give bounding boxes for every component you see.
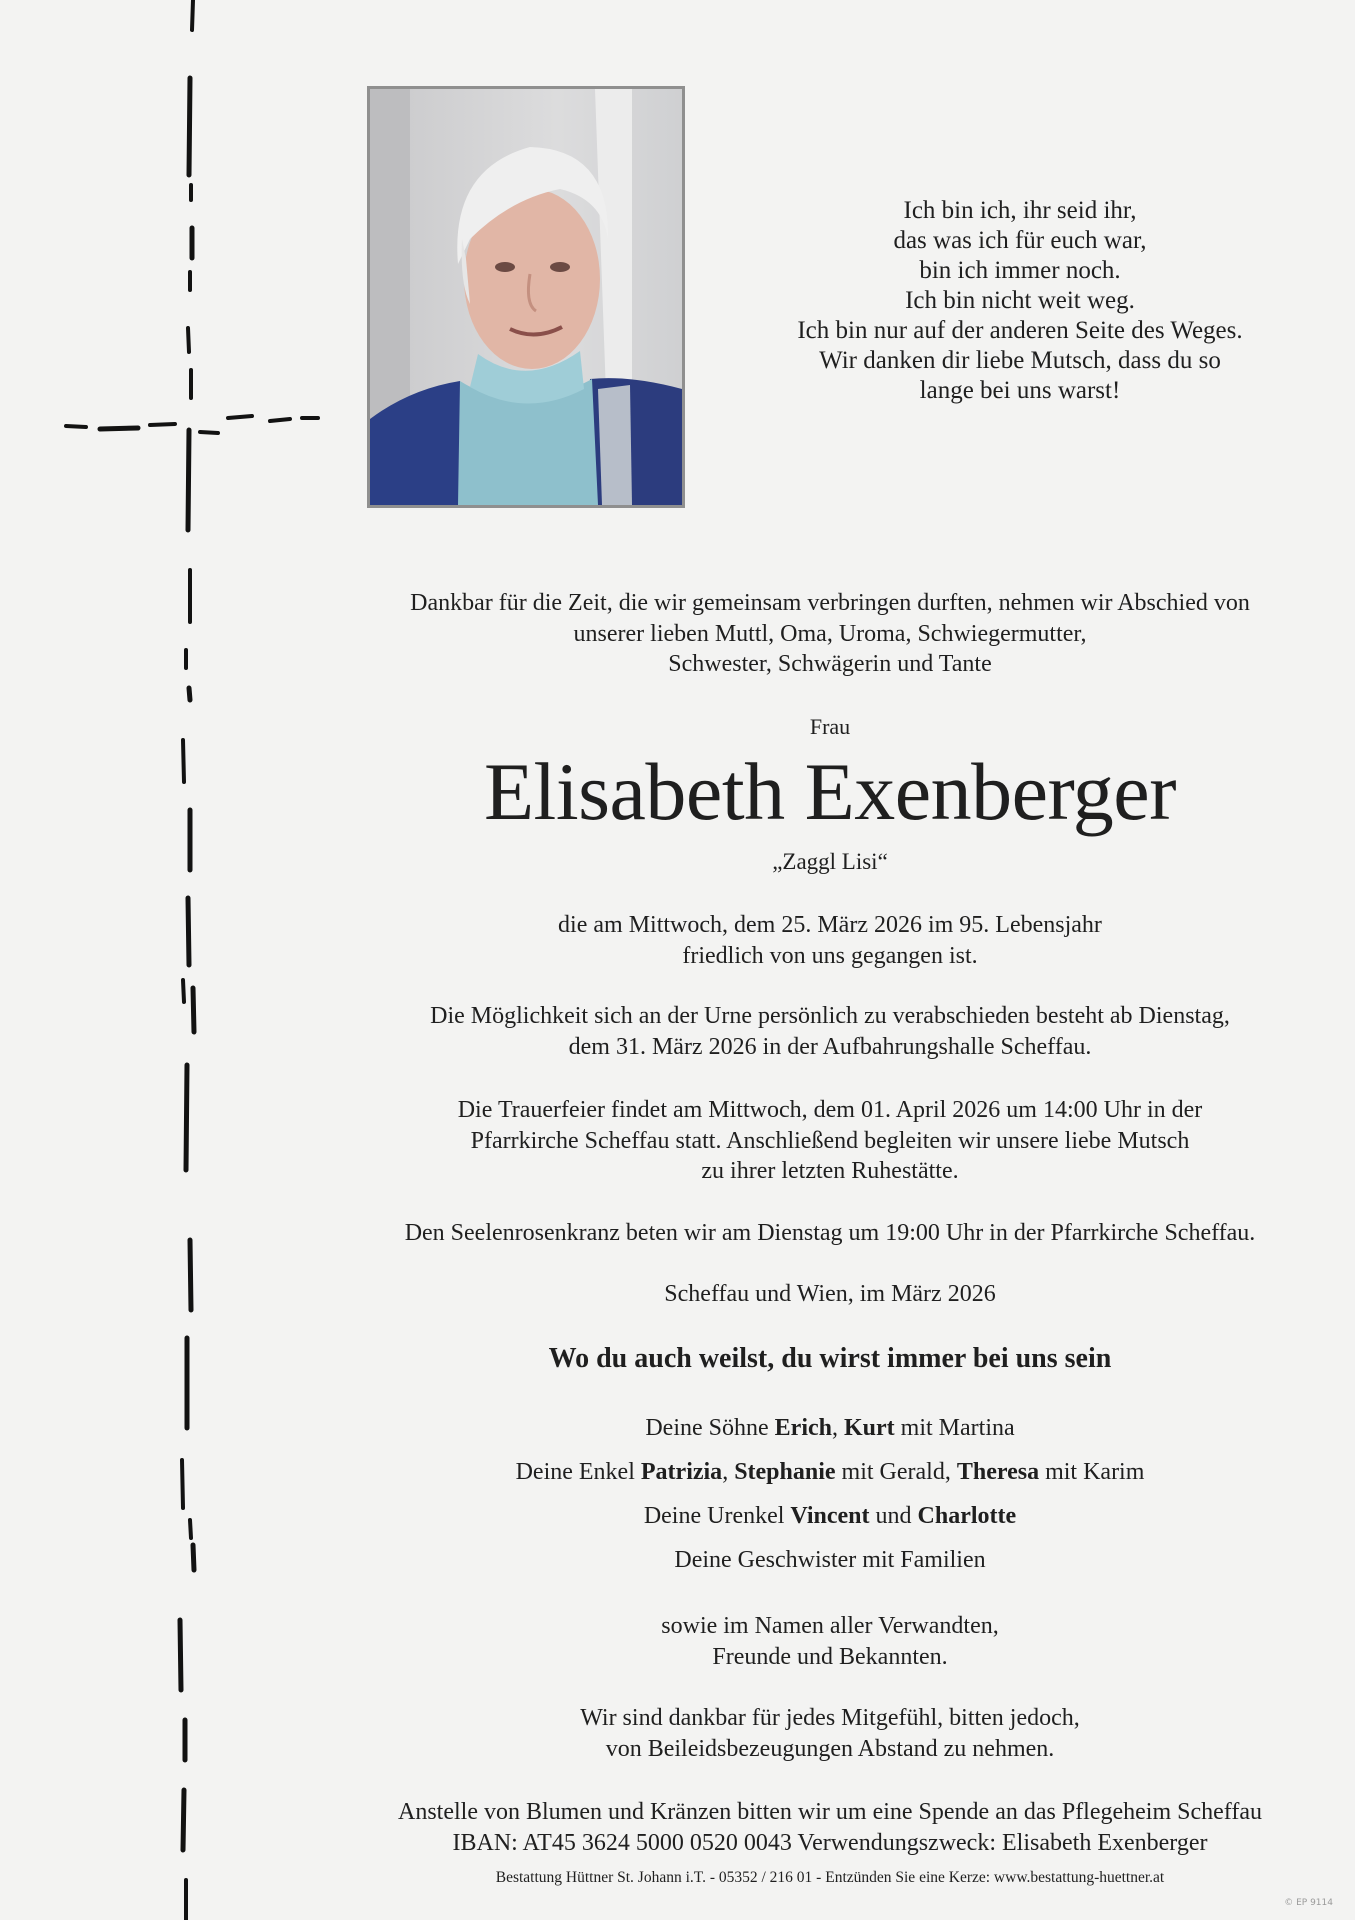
nickname: „Zaggl Lisi“ (772, 849, 888, 874)
family-name: Kurt (843, 1415, 895, 1441)
poem-line: Ich bin ich, ihr seid ihr, (903, 197, 1137, 224)
family-text: , (722, 1459, 735, 1485)
death-notice (330, 910, 1330, 971)
death-line: friedlich von uns gegangen ist. (682, 942, 978, 969)
intro-text (330, 588, 1330, 680)
poem-line: Ich bin nicht weit weg. (905, 287, 1135, 314)
condolence-line: von Beileidsbezeugungen Abstand zu nehmen. (605, 1735, 1055, 1762)
funeral-line: zu ihrer letzten Ruhestätte. (701, 1158, 959, 1184)
funeral-info (330, 1095, 1330, 1187)
family-name: Vincent (790, 1503, 870, 1529)
family-text: und (869, 1503, 918, 1529)
condolence-line: Wir sind dankbar für jedes Mitgefühl, bitten jedoch, (580, 1705, 1080, 1731)
donation-text (330, 1797, 1330, 1858)
viewing-line: Die Möglichkeit sich an der Urne persönlich zu verabschieden besteht ab Dienstag, (430, 1003, 1230, 1029)
poem-line: das was ich für euch war, (893, 227, 1147, 254)
rosary-info: Den Seelenrosenkranz beten wir am Dienstag um 19:00 Uhr in der Pfarrkirche Scheffau. (404, 1220, 1256, 1246)
donation-line: IBAN: AT45 3624 5000 0520 0043 Verwendungszweck: Elisabeth Exenberger (452, 1829, 1208, 1856)
motto: Wo du auch weilst, du wirst immer bei uns sein (548, 1343, 1112, 1374)
relatives-line: Freunde und Bekannten. (712, 1643, 948, 1670)
family-name: Erich (774, 1415, 832, 1441)
family-text: , (831, 1415, 844, 1441)
poem-line: Ich bin nur auf der anderen Seite des Weges. (797, 317, 1243, 344)
family-siblings: Deine Geschwister mit Familien (674, 1547, 986, 1573)
family-name: Theresa (956, 1459, 1040, 1485)
family-text: mit Martina (894, 1415, 1015, 1441)
relatives-line: sowie im Namen aller Verwandten, (661, 1613, 999, 1639)
family-grandchildren (330, 1459, 1330, 1486)
intro-line: Schwester, Schwägerin und Tante (668, 651, 992, 677)
viewing-line: dem 31. März 2026 in der Aufbahrungshalle Scheffau. (568, 1033, 1092, 1060)
funeral-line: Pfarrkirche Scheffau statt. Anschließend begleiten wir unsere liebe Mutsch (470, 1127, 1190, 1154)
poem (700, 196, 1340, 406)
condolence-text (330, 1703, 1330, 1764)
deceased-name: Elisabeth Exenberger (483, 746, 1177, 837)
family-name: Stephanie (734, 1459, 836, 1485)
family-text: mit Gerald, (835, 1459, 957, 1485)
viewing-info (330, 1001, 1330, 1062)
poem-line: Wir danken dir liebe Mutsch, dass du so (819, 347, 1221, 374)
family-great-grandchildren (330, 1503, 1330, 1530)
poem-line: lange bei uns warst! (919, 377, 1121, 404)
donation-line: Anstelle von Blumen und Kränzen bitten wir um eine Spende an das Pflegeheim Scheffau (398, 1799, 1262, 1825)
cross-icon (0, 0, 340, 1920)
family-text: Deine Urenkel (643, 1503, 791, 1529)
portrait-photo (367, 86, 685, 508)
relatives-text (330, 1611, 1330, 1672)
family-text: Deine Söhne (645, 1415, 775, 1441)
family-text: mit Karim (1039, 1459, 1145, 1485)
family-text: Deine Enkel (515, 1459, 641, 1485)
document-code: © EP 9114 (1284, 1898, 1333, 1908)
death-line: die am Mittwoch, dem 25. März 2026 im 95. Lebensjahr (558, 912, 1102, 938)
intro-line: Dankbar für die Zeit, die wir gemeinsam verbringen durften, nehmen wir Abschied von (410, 590, 1250, 616)
family-name: Patrizia (640, 1459, 723, 1485)
undertaker-footer: Bestattung Hüttner St. Johann i.T. - 05352 / 216 01 - Entzünden Sie eine Kerze: www.bestattung-huettner.at (495, 1869, 1165, 1886)
poem-line: bin ich immer noch. (919, 257, 1121, 284)
family-sons (330, 1415, 1330, 1442)
place-date: Scheffau und Wien, im März 2026 (664, 1281, 996, 1307)
funeral-line: Die Trauerfeier findet am Mittwoch, dem 01. April 2026 um 14:00 Uhr in der (457, 1097, 1203, 1123)
family-name: Charlotte (917, 1503, 1017, 1529)
salutation: Frau (809, 714, 851, 739)
intro-line: unserer lieben Muttl, Oma, Uroma, Schwiegermutter, (573, 620, 1087, 647)
